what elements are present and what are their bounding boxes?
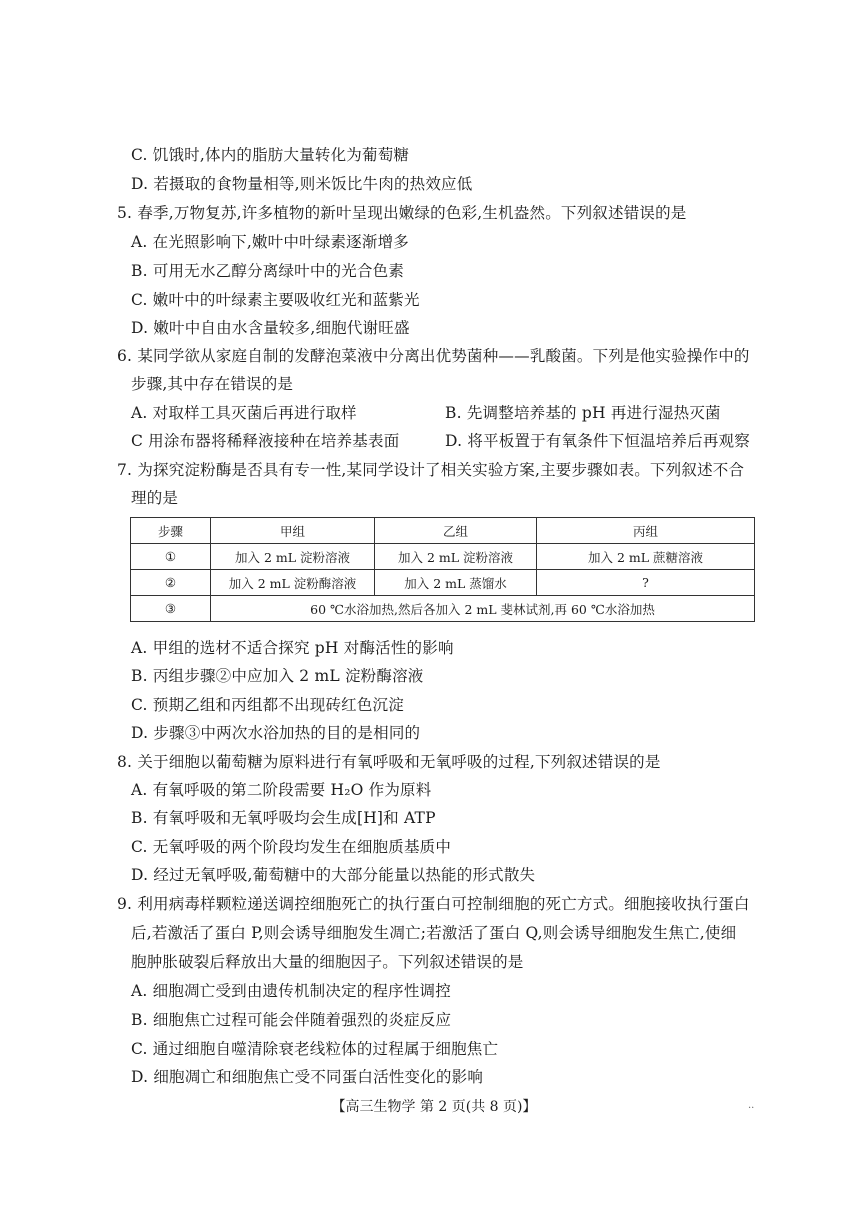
table-cell: ③ — [131, 596, 211, 622]
q6-stem-line-2: 步骤,其中存在错误的是 — [131, 375, 294, 393]
table-cell: 加入 2 mL 淀粉酶溶液 — [211, 570, 375, 596]
q4-option-d: D. 若摄取的食物量相等,则米饭比牛肉的热效应低 — [131, 175, 473, 193]
table-header-cell: 乙组 — [375, 518, 537, 544]
q5-option-d: D. 嫩叶中自由水含量较多,细胞代谢旺盛 — [131, 319, 410, 337]
q9-stem-line-1: 9. 利用病毒样颗粒递送调控细胞死亡的执行蛋白可控制细胞的死亡方式。细胞接收执行蛋白 — [117, 895, 750, 913]
q7-option-b: B. 丙组步骤②中应加入 2 mL 淀粉酶溶液 — [131, 667, 424, 685]
table-cell: 加入 2 mL 淀粉溶液 — [211, 544, 375, 570]
table-cell: 加入 2 mL 淀粉溶液 — [375, 544, 537, 570]
q8-option-b: B. 有氧呼吸和无氧呼吸均会生成[H]和 ATP — [131, 809, 436, 827]
q9-option-a: A. 细胞凋亡受到由遗传机制决定的程序性调控 — [131, 982, 451, 1000]
q5-option-c: C. 嫩叶中的叶绿素主要吸收红光和蓝紫光 — [131, 291, 420, 309]
table-cell: ① — [131, 544, 211, 570]
q9-option-d: D. 细胞凋亡和细胞焦亡受不同蛋白活性变化的影响 — [131, 1068, 484, 1086]
q8-option-a: A. 有氧呼吸的第二阶段需要 H₂O 作为原料 — [131, 781, 432, 799]
experiment-table — [130, 517, 755, 622]
q5-option-b: B. 可用无水乙醇分离绿叶中的光合色素 — [131, 262, 405, 280]
q6-option-b: B. 先调整培养基的 pH 再进行湿热灭菌 — [445, 404, 721, 422]
q7-option-a: A. 甲组的选材不适合探究 pH 对酶活性的影响 — [131, 639, 454, 657]
table-header-cell: 丙组 — [537, 518, 755, 544]
q4-option-c: C. 饥饿时,体内的脂肪大量转化为葡萄糖 — [131, 146, 410, 164]
corner-mark: .. — [748, 1100, 755, 1111]
table-cell: ? — [537, 570, 755, 596]
q8-option-c: C. 无氧呼吸的两个阶段均发生在细胞质基质中 — [131, 838, 452, 856]
q9-option-c: C. 通过细胞自噬清除衰老线粒体的过程属于细胞焦亡 — [131, 1040, 499, 1058]
table-cell: 加入 2 mL 蔗糖溶液 — [537, 544, 755, 570]
q8-option-d: D. 经过无氧呼吸,葡萄糖中的大部分能量以热能的形式散失 — [131, 866, 536, 884]
q7-option-d: D. 步骤③中两次水浴加热的目的是相同的 — [131, 724, 421, 742]
page-footer: 【高三生物学 第 2 页(共 8 页)】 — [331, 1099, 537, 1115]
q6-option-a: A. 对取样工具灭菌后再进行取样 — [131, 404, 357, 422]
table-header-row — [131, 518, 755, 544]
q5-stem: 5. 春季,万物复苏,许多植物的新叶呈现出嫩绿的色彩,生机盎然。下列叙述错误的是 — [117, 204, 687, 222]
q9-option-b: B. 细胞焦亡过程可能会伴随着强烈的炎症反应 — [131, 1011, 452, 1029]
q7-stem-line-1: 7. 为探究淀粉酶是否具有专一性,某同学设计了相关实验方案,主要步骤如表。下列叙述不合 — [117, 461, 745, 479]
q9-stem-line-2: 后,若激活了蛋白 P,则会诱导细胞发生凋亡;若激活了蛋白 Q,则会诱导细胞发生焦亡,使细 — [131, 924, 737, 942]
table-header-cell: 甲组 — [211, 518, 375, 544]
table-cell-merged: 60 ℃水浴加热,然后各加入 2 mL 斐林试剂,再 60 ℃水浴加热 — [211, 596, 755, 622]
q5-option-a: A. 在光照影响下,嫩叶中叶绿素逐渐增多 — [131, 233, 409, 251]
q6-option-c: C 用涂布器将稀释液接种在培养基表面 — [131, 432, 400, 450]
table-row — [131, 544, 755, 570]
q6-option-d: D. 将平板置于有氧条件下恒温培养后再观察 — [445, 432, 750, 450]
table-cell: ② — [131, 570, 211, 596]
q7-option-c: C. 预期乙组和丙组都不出现砖红色沉淀 — [131, 696, 404, 714]
table-cell: 加入 2 mL 蒸馏水 — [375, 570, 537, 596]
q6-stem-line-1: 6. 某同学欲从家庭自制的发酵泡菜液中分离出优势菌种——乳酸菌。下列是他实验操作中的 — [117, 347, 750, 365]
table-row — [131, 570, 755, 596]
q7-stem-line-2: 理的是 — [131, 489, 179, 507]
table-header-cell: 步骤 — [131, 518, 211, 544]
table-row — [131, 596, 755, 622]
q8-stem: 8. 关于细胞以葡萄糖为原料进行有氧呼吸和无氧呼吸的过程,下列叙述错误的是 — [117, 753, 661, 771]
q9-stem-line-3: 胞肿胀破裂后释放出大量的细胞因子。下列叙述错误的是 — [131, 953, 524, 971]
